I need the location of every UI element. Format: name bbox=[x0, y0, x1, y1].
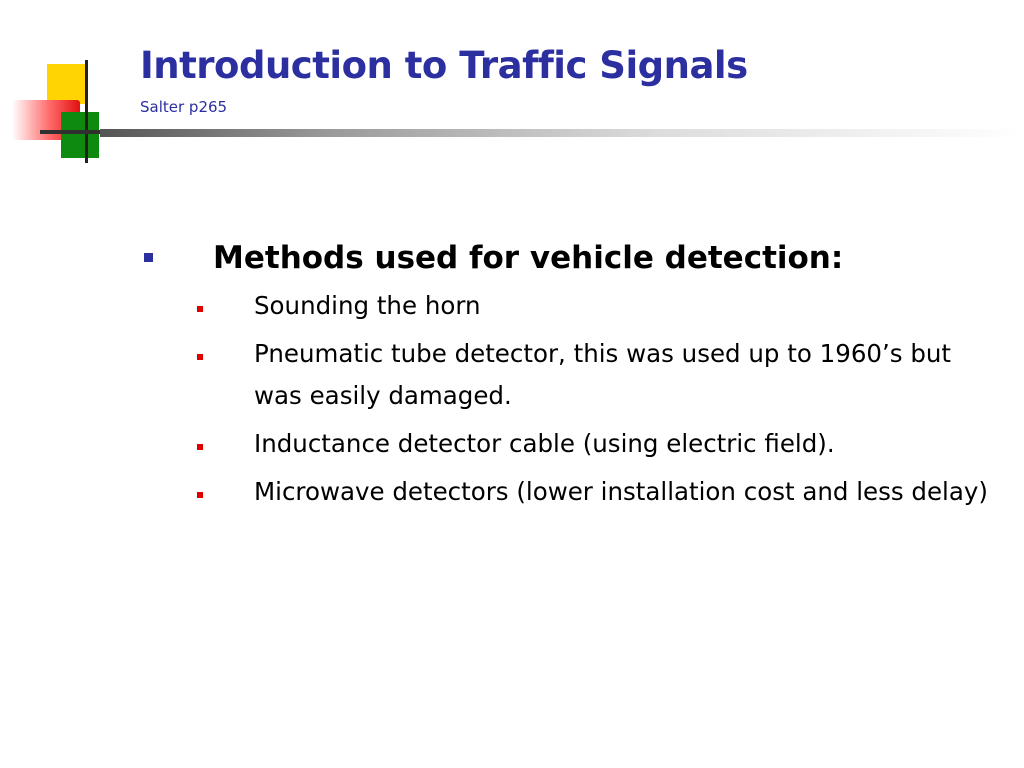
green-square bbox=[61, 112, 99, 158]
slide-content bbox=[140, 235, 1000, 519]
sub-bullet-text: Microwave detectors (lower installation cost and less delay) bbox=[254, 477, 988, 506]
sub-bullet-item bbox=[140, 333, 994, 417]
slide-title: Introduction to Traffic Signals bbox=[140, 44, 748, 87]
vertical-rule bbox=[85, 60, 88, 163]
sub-bullet-item bbox=[140, 285, 994, 327]
sub-bullet-item bbox=[140, 423, 994, 465]
square-bullet-icon bbox=[144, 253, 153, 262]
square-bullet-icon bbox=[197, 492, 203, 498]
square-bullet-icon bbox=[197, 444, 203, 450]
sub-bullet-text: Inductance detector cable (using electric field). bbox=[254, 429, 835, 458]
sub-bullet-list bbox=[140, 285, 1000, 513]
square-bullet-icon bbox=[197, 354, 203, 360]
square-bullet-icon bbox=[197, 306, 203, 312]
title-underline-bar bbox=[100, 129, 1024, 137]
sub-bullet-text: Pneumatic tube detector, this was used up to 1960’s but was easily damaged. bbox=[254, 339, 952, 410]
slide-subtitle: Salter p265 bbox=[140, 98, 228, 116]
sub-bullet-text: Sounding the horn bbox=[254, 291, 481, 320]
template-logo bbox=[0, 0, 140, 170]
sub-bullet-item bbox=[140, 471, 994, 513]
yellow-square bbox=[47, 64, 87, 104]
main-bullet-text: Methods used for vehicle detection: bbox=[213, 240, 844, 276]
main-bullet-point bbox=[140, 235, 1000, 281]
